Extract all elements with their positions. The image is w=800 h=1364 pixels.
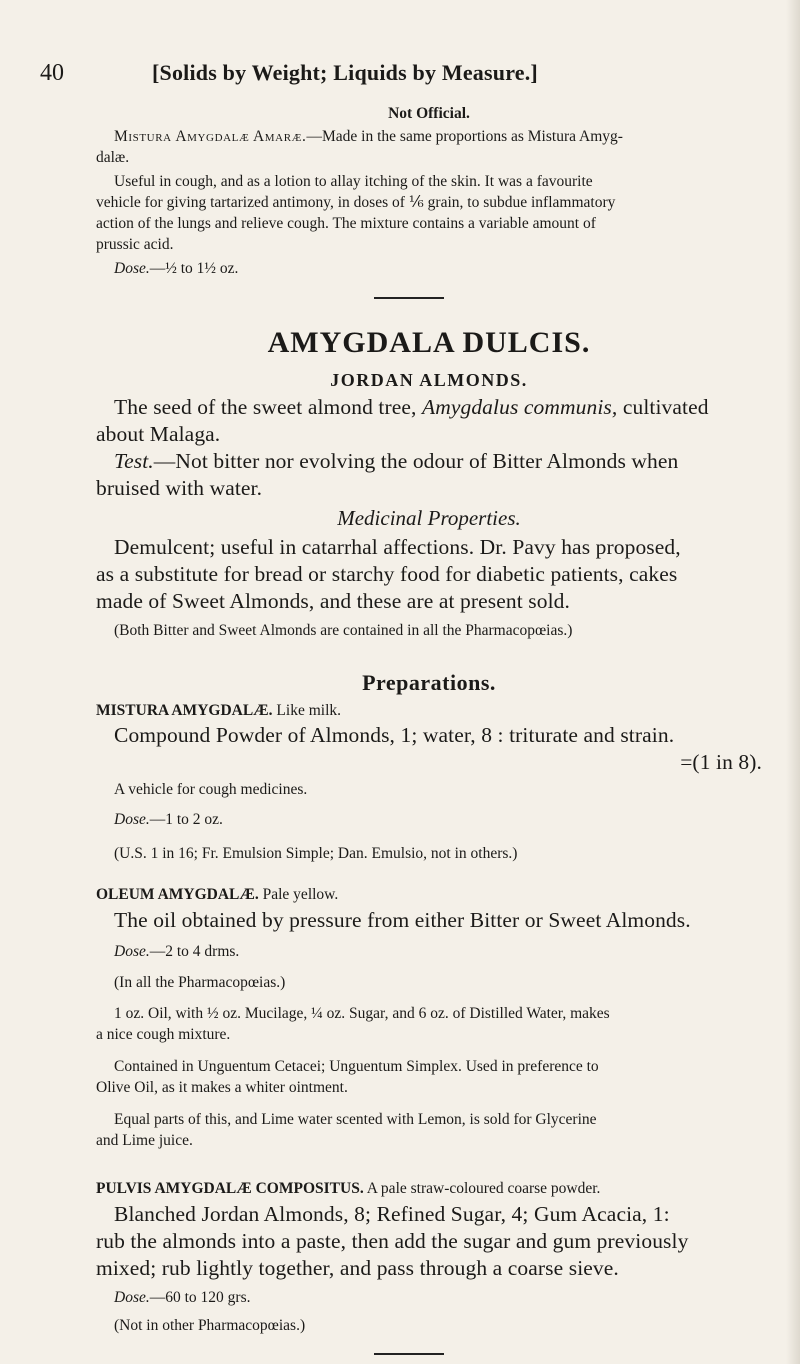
botanical-name: Amygdalus communis, — [421, 395, 618, 419]
dose-value: —60 to 120 grs. — [149, 1289, 251, 1306]
intro-paragraph — [96, 394, 762, 448]
medicinal-line: Demulcent; useful in catarrhal affections. Dr. Pavy has proposed, — [114, 535, 681, 559]
dose-label: Dose. — [114, 943, 150, 960]
mistura-ratio: =(1 in 8). — [680, 750, 762, 774]
end-divider — [374, 1353, 444, 1355]
oleum-formula-text: The oil obtained by pressure from either Bitter or Sweet Almonds. — [114, 908, 691, 932]
mistura-details — [96, 779, 762, 864]
section-divider — [374, 297, 444, 299]
medicinal-line: made of Sweet Almonds, and these are at present sold. — [96, 589, 570, 613]
dose-label: Dose. — [114, 260, 150, 277]
mistura-amara-name: Mistura Amygdalæ Amaræ. — [114, 128, 307, 145]
mistura-formula-text: Compound Powder of Almonds, 1; water, 8 : triturate and strain. — [114, 723, 675, 747]
test-label: Test. — [114, 449, 154, 473]
test-text: —Not bitter nor evolving the odour of Bitter Almonds when — [153, 449, 679, 473]
intro-text: about Malaga. — [96, 422, 221, 446]
pulvis-name: PULVIS AMYGDALÆ COMPOSITUS. — [96, 1180, 364, 1197]
running-head: [Solids by Weight; Liquids by Measure.] — [152, 60, 538, 85]
mistura-formula — [96, 722, 762, 776]
useful-line: vehicle for giving tartarized antimony, in doses of ⅙ grain, to subdue inflammatory — [96, 194, 616, 211]
both-note — [96, 620, 762, 641]
oleum-details — [96, 941, 762, 1151]
oleum-heading — [96, 884, 762, 905]
oleum-equal-line: Equal parts of this, and Lime water scented with Lemon, is sold for Glycerine — [114, 1111, 597, 1128]
intro-text: The seed of the sweet almond tree, — [114, 395, 422, 419]
oleum-contained-line: Contained in Unguentum Cetacei; Unguentum Simplex. Used in preference to — [114, 1058, 599, 1075]
mistura-name: MISTURA AMYGDALÆ. — [96, 702, 273, 719]
oleum-name: OLEUM AMYGDALÆ. — [96, 886, 259, 903]
pulvis-heading — [96, 1178, 762, 1199]
dose-label: Dose. — [114, 1289, 150, 1306]
oleum-formula — [96, 907, 762, 934]
oleum-contained-line: Olive Oil, as it makes a whiter ointment. — [96, 1079, 348, 1096]
page-number: 40 — [40, 60, 64, 86]
both-note-text: (Both Bitter and Sweet Almonds are contained in all the Pharmacopœias.) — [114, 622, 573, 639]
main-title: AMYGDALA DULCIS. — [267, 326, 591, 359]
pulvis-formula-line: Blanched Jordan Almonds, 8; Refined Sugar, 4; Gum Acacia, 1: — [114, 1202, 670, 1226]
test-text: bruised with water. — [96, 476, 263, 500]
pulvis-formula-line: rub the almonds into a paste, then add the sugar and gum previously — [96, 1229, 689, 1253]
mistura-amara-entry — [96, 126, 762, 168]
medicinal-line: as a substitute for bread or starchy food for diabetic patients, cakes — [96, 562, 678, 586]
oleum-mixture-line: a nice cough mixture. — [96, 1026, 231, 1043]
mistura-note: (U.S. 1 in 16; Fr. Emulsion Simple; Dan. Emulsio, not in others.) — [114, 845, 518, 862]
mistura-vehicle: A vehicle for cough medicines. — [114, 781, 308, 798]
main-subtitle: JORDAN ALMONDS. — [330, 370, 528, 390]
mistura-desc: Like milk. — [272, 702, 341, 719]
oleum-note: (In all the Pharmacopœias.) — [114, 974, 286, 991]
medicinal-heading: Medicinal Properties. — [337, 506, 521, 530]
test-paragraph — [96, 448, 762, 502]
pulvis-note: (Not in other Pharmacopœias.) — [114, 1317, 306, 1334]
preparations-heading: Preparations. — [362, 670, 496, 695]
medicinal-paragraph — [96, 534, 762, 615]
oleum-mixture-line: 1 oz. Oil, with ½ oz. Mucilage, ¼ oz. Sugar, and 6 oz. of Distilled Water, makes — [114, 1005, 610, 1022]
page-edge-shadow — [786, 0, 800, 1364]
mistura-amara-text: —Made in the same proportions as Mistura Amyg- — [306, 128, 623, 145]
pulvis-formula — [96, 1201, 762, 1282]
pulvis-formula-line: mixed; rub lightly together, and pass through a coarse sieve. — [96, 1256, 619, 1280]
dose-label: Dose. — [114, 811, 150, 828]
useful-line: prussic acid. — [96, 236, 174, 253]
page-header — [40, 60, 780, 90]
oleum-desc: Pale yellow. — [258, 886, 339, 903]
useful-paragraph — [96, 171, 762, 255]
dose-value: —½ to 1½ oz. — [149, 260, 239, 277]
pulvis-desc: A pale straw-coloured coarse powder. — [363, 1180, 601, 1197]
oleum-equal-line: and Lime juice. — [96, 1132, 193, 1149]
intro-text: cultivated — [617, 395, 709, 419]
mistura-heading — [96, 700, 762, 721]
useful-line: action of the lungs and relieve cough. The mixture contains a variable amount of — [96, 215, 596, 232]
useful-line: Useful in cough, and as a lotion to allay itching of the skin. It was a favourite — [114, 173, 593, 190]
pulvis-details — [96, 1287, 762, 1336]
not-official-heading: Not Official. — [388, 105, 470, 122]
mistura-amara-cont: dalæ. — [96, 149, 130, 166]
dose-value: —2 to 4 drms. — [149, 943, 240, 960]
not-official-dose — [96, 258, 762, 279]
dose-value: —1 to 2 oz. — [149, 811, 223, 828]
